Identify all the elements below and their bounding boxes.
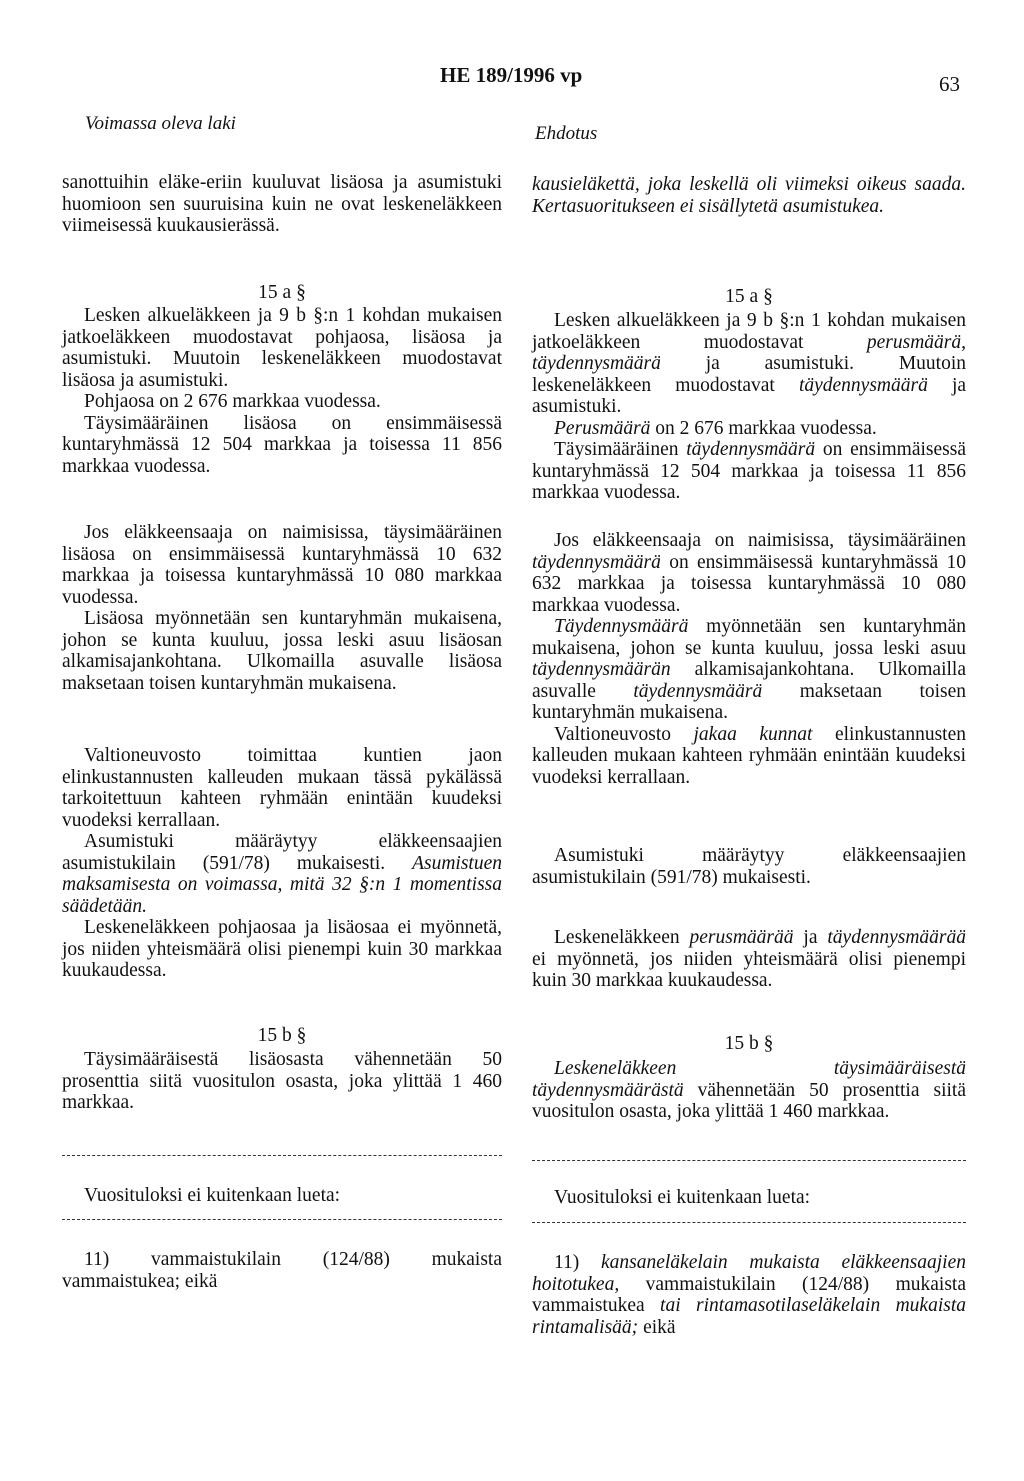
right-section-15a-body-4 <box>532 927 966 992</box>
left-omission-line-2 <box>62 1219 502 1220</box>
right-paragraph <box>532 310 966 418</box>
right-text: Täysimääräinen <box>554 439 679 460</box>
left-paragraph: Lisäosa myönnetään sen kuntaryhmän mukaisena, johon se kunta kuuluu, jossa leski asuu lisäosan alkamisajankohtana. Ulkomailla asuvalle lisäosa maksetaan toisen kuntaryhmän mukaisena. <box>62 608 502 694</box>
right-omission-line-1 <box>532 1160 966 1161</box>
right-paragraph <box>532 1252 966 1338</box>
right-text: vähennetään 50 prosenttia siitä vuositulon osasta, joka ylittää 1 460 markkaa. <box>532 1079 966 1122</box>
right-italic-text: Leskeneläkkeen täysimääräisestä täydennysmäärästä <box>532 1058 966 1101</box>
right-italic-text: perusmäärä, täydennysmäärä <box>532 331 967 374</box>
right-paragraph: Asumistuki määräytyy eläkkeensaajien asumistukilain (591/78) mukaisesti. <box>532 845 966 888</box>
right-text: on 2 676 markkaa vuodessa. <box>655 417 877 439</box>
right-text: ja asumistuki. <box>532 374 967 417</box>
right-column-title: Ehdotus <box>535 123 598 144</box>
right-italic-text: täydennysmäärä <box>532 551 661 573</box>
right-exclusion-item-11 <box>532 1252 966 1338</box>
left-paragraph: Leskeneläkkeen pohjaosaa ja lisäosaa ei myönnetä, jos niiden yhteismäärä olisi pienempi kuin 30 markkaa kuukaudessa. <box>62 917 502 981</box>
right-section-15b-heading: 15 b § <box>724 1033 774 1054</box>
right-paragraph: kausieläkettä, joka leskellä oli viimeksi oikeus saada. Kertasuoritukseen ei sisällytetä asumistukea. <box>532 174 966 217</box>
document-id: HE 189/1996 vp <box>440 63 583 87</box>
right-italic-text: jakaa kunnat <box>693 723 813 745</box>
right-italic-text: Täydennysmäärä <box>554 616 689 637</box>
left-paragraph: Valtioneuvosto toimittaa kuntien jaon elinkustannusten kalleuden mukaan tässä pykälässä tarkoitettuun kahteen ryhmään enintään kuudeksi vuodeksi kerrallaan. <box>62 745 502 831</box>
right-text: maksetaan toisen kuntaryhmän mukaisena. <box>532 680 967 723</box>
right-italic-text: täydennysmäärä <box>798 374 928 396</box>
right-italic-text: täydennysmäärä <box>686 439 816 460</box>
right-text: vammaistukilain (124/88) mukaista vammaistukea <box>532 1273 966 1316</box>
left-text: Asumistuki määräytyy eläkkeensaajien asumistukilain (591/78) mukaisesti. <box>62 831 502 874</box>
left-paragraph: Jos eläkkeensaaja on naimisissa, täysimääräinen lisäosa on ensimmäisessä kuntaryhmässä 10 632 markkaa ja toisessa kuntaryhmässä 10 080 markkaa vuodessa. <box>62 522 502 608</box>
right-text: 11) <box>554 1252 580 1273</box>
right-paragraph <box>532 439 966 504</box>
right-italic-text: Perusmäärä <box>554 417 651 439</box>
right-paragraph <box>532 1058 966 1123</box>
right-text: elinkustannusten kalleuden mukaan kahteen ryhmään enintään kuudeksi vuodeksi kerrallaan. <box>532 723 967 788</box>
right-italic-text: täydennysmäärän <box>532 659 671 680</box>
right-text: on ensimmäisessä kuntaryhmässä 12 504 markkaa ja toisessa 11 856 markkaa vuodessa. <box>532 439 966 503</box>
left-paragraph: 11) vammaistukilain (124/88) mukaista vammaistukea; eikä <box>62 1249 502 1292</box>
right-paragraph <box>532 616 966 724</box>
left-paragraph: sanottuihin eläke-eriin kuuluvat lisäosa ja asumistuki huomioon sen suuruisina kuin ne ovat leskeneläkkeen viimeisessä kuukausierässä. <box>62 172 502 236</box>
left-italic-text: Asumistuen maksamisesta on voimassa, mitä 32 §:n 1 momentissa säädetään. <box>62 852 502 917</box>
right-paragraph <box>532 724 966 789</box>
left-omission-line-1 <box>62 1155 502 1156</box>
right-text: on ensimmäisessä kuntaryhmässä 10 632 markkaa ja toisessa kuntaryhmässä 10 080 markkaa vuodessa. <box>532 551 966 616</box>
left-section-15a-body-2 <box>62 522 502 694</box>
right-text: Valtioneuvosto <box>554 723 671 745</box>
right-paragraph <box>532 927 966 992</box>
right-italic-text: kansaneläkelain mukaista eläkkeensaajien hoitotukea, <box>532 1252 966 1295</box>
right-text: alkamisajankohtana. Ulkomailla asuvalle <box>532 659 966 702</box>
left-section-15a-body-3 <box>62 745 502 982</box>
right-section-15a-body <box>532 310 966 504</box>
left-section-15a-body <box>62 305 502 477</box>
right-italic-text: perusmäärää <box>689 927 794 948</box>
right-section-15a-body-2 <box>532 530 966 788</box>
right-italic-text: täydennysmäärää <box>827 927 967 948</box>
right-section-15a-heading: 15 a § <box>725 286 773 307</box>
page-number: 63 <box>939 72 960 96</box>
right-text: myönnetään sen kuntaryhmän mukaisena, johon se kunta kuuluu, jossa leski asuu <box>532 616 966 659</box>
right-omission-line-2 <box>532 1222 966 1223</box>
left-paragraph: Vuosituloksi ei kuitenkaan lueta: <box>84 1185 341 1206</box>
right-text: eikä <box>643 1316 676 1338</box>
right-text: Leskeneläkkeen <box>554 927 680 948</box>
right-section-15b-body <box>532 1058 966 1123</box>
left-paragraph: Täysimääräinen lisäosa on ensimmäisessä kuntaryhmässä 12 504 markkaa ja toisessa 11 856 markkaa vuodessa. <box>62 412 502 477</box>
right-text: ei myönnetä, jos niiden yhteismäärä olisi pienempi kuin 30 markkaa kuukaudessa. <box>532 948 966 991</box>
left-paragraph: Pohjaosa on 2 676 markkaa vuodessa. <box>84 391 381 412</box>
right-italic-text: tai rintamasotilaseläkelain mukaista rintamalisää; <box>532 1295 967 1338</box>
left-exclusion-item-11 <box>62 1249 502 1292</box>
right-text: Lesken alkueläkkeen ja 9 b §:n 1 kohdan mukaisen jatkoeläkkeen muodostavat <box>532 310 966 353</box>
right-text: ja asumistuki. Muutoin leskeneläkkeen muodostavat <box>532 353 967 396</box>
right-paragraph <box>532 418 966 440</box>
left-column-title: Voimassa oleva laki <box>85 113 236 134</box>
right-text: ja <box>803 927 818 948</box>
left-continuation-text <box>62 172 502 237</box>
left-paragraph: Täysimääräisestä lisäosasta vähennetään 50 prosenttia siitä vuositulon osasta, joka ylittää 1 460 markkaa. <box>62 1049 502 1113</box>
left-exclusion-intro <box>62 1185 502 1207</box>
right-paragraph: Vuosituloksi ei kuitenkaan lueta: <box>554 1187 811 1208</box>
left-paragraph: Lesken alkueläkkeen ja 9 b §:n 1 kohdan mukaisen jatkoeläkkeen muodostavat pohjaosa, lisäosa ja asumistuki. Muutoin leskeneläkkeen muodostavat lisäosa ja asumistuki. <box>62 305 502 391</box>
left-section-15b-body <box>62 1049 502 1114</box>
right-paragraph <box>532 530 966 616</box>
right-section-15a-body-3 <box>532 845 966 888</box>
left-section-15b-heading: 15 b § <box>257 1025 307 1046</box>
right-exclusion-intro <box>532 1187 966 1209</box>
left-section-15a-heading: 15 a § <box>258 282 306 303</box>
left-paragraph <box>62 831 502 917</box>
right-text: Jos eläkkeensaaja on naimisissa, täysimääräinen <box>554 530 966 551</box>
right-italic-text: täydennysmäärä <box>633 680 763 702</box>
right-continuation-text <box>532 174 966 217</box>
